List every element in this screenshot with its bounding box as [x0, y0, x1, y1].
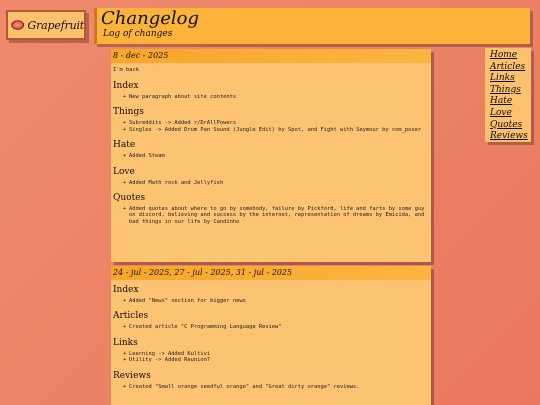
grapefruit-icon [11, 15, 25, 35]
changelog-entry [111, 266, 431, 405]
list-item: + Added "News" section for bigger news [123, 298, 429, 304]
section-heading: Articles [113, 311, 149, 322]
nav-link-things[interactable]: Things [490, 84, 521, 95]
entry-intro: I'm back [113, 67, 139, 73]
section-heading: Links [113, 337, 138, 348]
section-heading: Index [113, 81, 139, 91]
entry-date: 24 - jul - 2025, 27 - jul - 2025, 31 - jul - 2025 [111, 266, 431, 280]
nav-link-articles[interactable]: Articles [490, 61, 526, 72]
list-item: + Singles -> Added Drum Pan Sound (Jungle Edit) by Spot, and Fight with Seymour by com_poser [123, 127, 429, 133]
list-item: + Created "Small orange seedful orange" and "Great dirty orange" reviews. [123, 384, 429, 390]
section-heading: Index [113, 285, 139, 295]
nav-link-reviews[interactable]: Reviews [490, 131, 528, 142]
section-heading: Hate [113, 140, 136, 151]
section-heading: Reviews [113, 370, 151, 381]
list-item: + Added Steam [123, 153, 429, 159]
site-nav [485, 48, 531, 142]
page-subtitle: Log of changes [103, 29, 173, 39]
section-heading: Quotes [113, 193, 146, 204]
list-item: + Utility -> Added Reunion7 [123, 357, 429, 363]
changelog-entry [111, 49, 431, 262]
section-heading: Things [113, 107, 144, 118]
list-item: + Learning -> Added Kultivi [123, 351, 429, 357]
page-header [94, 8, 530, 44]
list-item: + Subreddits -> Added r/DrAllPowers [123, 120, 429, 126]
nav-link-hate[interactable]: Hate [490, 96, 513, 107]
site-logo[interactable] [6, 10, 86, 40]
entry-date: 8 - dec - 2025 [111, 49, 431, 63]
list-item: + Added Math rock and Jellyfish [123, 180, 429, 186]
page-title: Changelog [101, 8, 199, 29]
list-item: + Added quotes about where to go by somebody, failure by Pickford, life and farts by some guy on discord, believing and success by the internet, representation of dreams by Emicida, and bad things in our life by Candinho [123, 206, 429, 225]
section-heading: Love [113, 166, 135, 177]
nav-link-quotes[interactable]: Quotes [490, 119, 523, 130]
nav-link-home[interactable]: Home [490, 50, 518, 60]
logo-text: Grapefruit [27, 18, 84, 32]
nav-link-love[interactable]: Love [490, 107, 512, 118]
list-item: + New paragraph about site contents [123, 94, 429, 100]
nav-link-links[interactable]: Links [490, 73, 515, 84]
list-item: + Created article "C Programming Language Review" [123, 324, 429, 330]
